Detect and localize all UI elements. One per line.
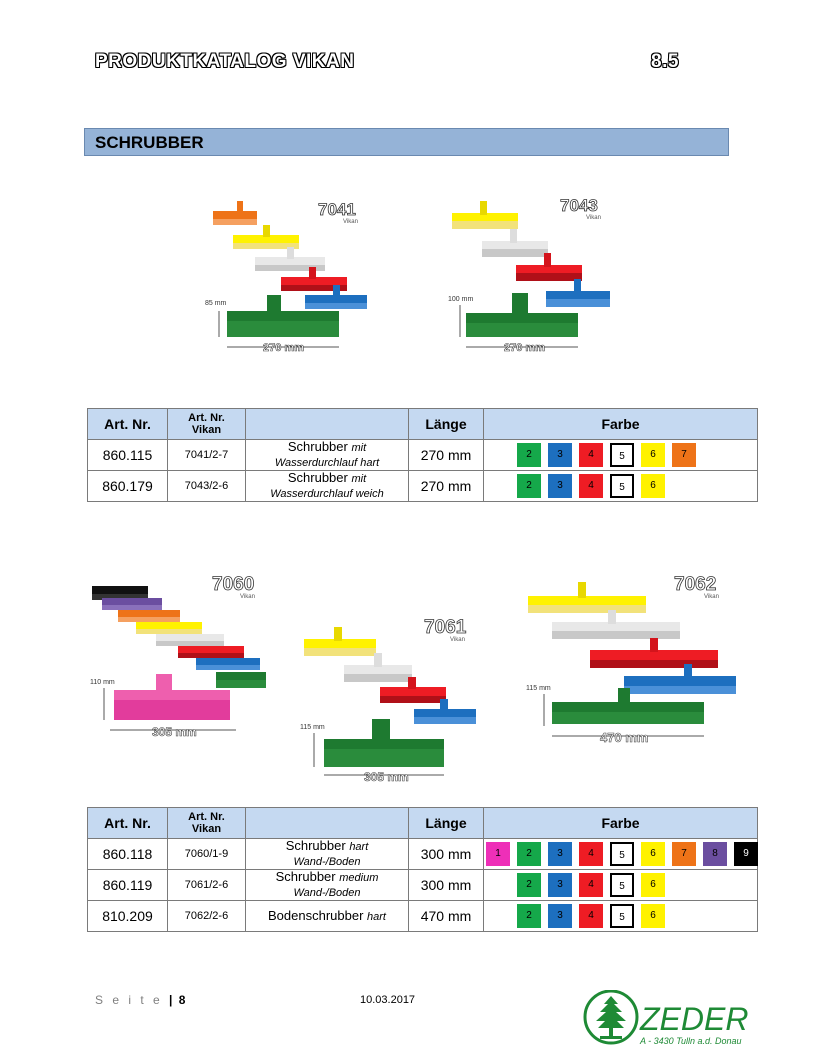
width-label: 305 mm — [152, 725, 197, 739]
color-swatch-5: 5 — [610, 873, 634, 897]
length: 270 mm — [409, 471, 484, 502]
art-nr: 860.115 — [88, 440, 168, 471]
color-swatches — [484, 839, 758, 870]
description: Bodenschrubber hart — [246, 901, 409, 932]
art-nr: 860.118 — [88, 839, 168, 870]
col-laenge: Länge — [409, 808, 484, 839]
product-table-1 — [87, 408, 758, 502]
table-row — [88, 471, 758, 502]
description: Schrubber mit Wasserdurchlauf weich — [246, 471, 409, 502]
color-swatch-5: 5 — [610, 904, 634, 928]
width-label: 270 mm — [263, 342, 304, 354]
width-label: 470 mm — [600, 730, 649, 745]
art-nr-vikan: 7062/2-6 — [168, 901, 246, 932]
col-art-nr-vikan: Art. Nr. Vikan — [168, 409, 246, 440]
color-swatch-2: 2 — [517, 842, 541, 866]
height-label: 110 mm — [90, 679, 115, 686]
col-art-nr-vikan: Art. Nr. Vikan — [168, 808, 246, 839]
color-swatch-4: 4 — [579, 443, 603, 467]
color-swatch-5: 5 — [610, 474, 634, 498]
art-nr-vikan: 7041/2-7 — [168, 440, 246, 471]
product-image-7041 — [205, 195, 375, 355]
description: Schrubber hart Wand-/Boden — [246, 839, 409, 870]
color-swatch-1: 1 — [486, 842, 510, 866]
col-farbe: Farbe — [484, 409, 758, 440]
color-swatches — [484, 901, 758, 932]
color-swatch-7: 7 — [672, 443, 696, 467]
color-swatch-6: 6 — [641, 842, 665, 866]
color-swatch-2: 2 — [517, 904, 541, 928]
width-label: 305 mm — [364, 770, 409, 784]
brand-label: Vikan — [450, 637, 465, 643]
color-swatch-3: 3 — [548, 904, 572, 928]
product-image-7061 — [298, 615, 480, 787]
logo-name: ZEDER — [640, 1001, 749, 1037]
length: 300 mm — [409, 870, 484, 901]
color-swatch-2: 2 — [517, 443, 541, 467]
brand-label: Vikan — [240, 594, 255, 600]
art-nr-vikan: 7060/1-9 — [168, 839, 246, 870]
footer-date: 10.03.2017 — [360, 994, 416, 1006]
logo-address: A - 3430 Tulln a.d. Donau — [640, 1036, 742, 1046]
description: Schrubber mit Wasserdurchlauf hart — [246, 440, 409, 471]
height-label: 85 mm — [205, 300, 227, 307]
art-nr-vikan: 7043/2-6 — [168, 471, 246, 502]
color-swatch-9: 9 — [734, 842, 758, 866]
height-label: 115 mm — [300, 724, 325, 731]
color-swatch-5: 5 — [610, 443, 634, 467]
color-swatch-3: 3 — [548, 474, 572, 498]
height-label: 115 mm — [526, 685, 551, 692]
color-swatch-3: 3 — [548, 443, 572, 467]
description: Schrubber medium Wand-/Boden — [246, 870, 409, 901]
color-swatch-3: 3 — [548, 842, 572, 866]
color-swatch-2: 2 — [517, 873, 541, 897]
color-swatch-4: 4 — [579, 474, 603, 498]
product-image-7060 — [90, 570, 270, 742]
section-number: 8.5 — [651, 51, 679, 72]
product-image-7062 — [524, 570, 738, 748]
page-title: PRODUKTKATALOG VIKAN — [95, 51, 355, 72]
art-nr: 860.179 — [88, 471, 168, 502]
col-laenge: Länge — [409, 409, 484, 440]
color-swatch-4: 4 — [579, 873, 603, 897]
color-swatches — [484, 440, 758, 471]
table-row — [88, 839, 758, 870]
height-label: 100 mm — [448, 296, 474, 303]
brand-label: Vikan — [586, 215, 601, 221]
section-title: SCHRUBBER — [95, 133, 204, 152]
color-swatch-6: 6 — [641, 904, 665, 928]
color-swatches — [484, 471, 758, 502]
col-description — [246, 808, 409, 839]
col-description — [246, 409, 409, 440]
art-nr-vikan: 7061/2-6 — [168, 870, 246, 901]
art-nr: 810.209 — [88, 901, 168, 932]
model-number: 7043 — [560, 196, 598, 215]
table-row — [88, 440, 758, 471]
color-swatch-3: 3 — [548, 873, 572, 897]
model-number: 7061 — [424, 617, 467, 638]
model-number: 7041 — [318, 200, 356, 219]
color-swatch-6: 6 — [641, 873, 665, 897]
width-label: 270 mm — [504, 342, 545, 354]
length: 470 mm — [409, 901, 484, 932]
length: 270 mm — [409, 440, 484, 471]
col-art-nr: Art. Nr. — [88, 808, 168, 839]
brand-label: Vikan — [704, 594, 719, 600]
length: 300 mm — [409, 839, 484, 870]
color-swatches — [484, 870, 758, 901]
section-header — [84, 128, 729, 156]
model-number: 7062 — [674, 574, 717, 595]
col-farbe: Farbe — [484, 808, 758, 839]
color-swatch-6: 6 — [641, 474, 665, 498]
brand-label: Vikan — [343, 219, 358, 225]
zeder-logo — [582, 990, 764, 1046]
color-swatch-8: 8 — [703, 842, 727, 866]
product-image-7043 — [448, 195, 618, 355]
color-swatch-2: 2 — [517, 474, 541, 498]
color-swatch-7: 7 — [672, 842, 696, 866]
product-table-2 — [87, 807, 758, 932]
art-nr: 860.119 — [88, 870, 168, 901]
col-art-nr: Art. Nr. — [88, 409, 168, 440]
footer-page: S e i t e | 8 — [95, 993, 186, 1007]
color-swatch-6: 6 — [641, 443, 665, 467]
color-swatch-4: 4 — [579, 904, 603, 928]
table-row — [88, 870, 758, 901]
color-swatch-4: 4 — [579, 842, 603, 866]
model-number: 7060 — [212, 574, 255, 595]
table-row — [88, 901, 758, 932]
color-swatch-5: 5 — [610, 842, 634, 866]
